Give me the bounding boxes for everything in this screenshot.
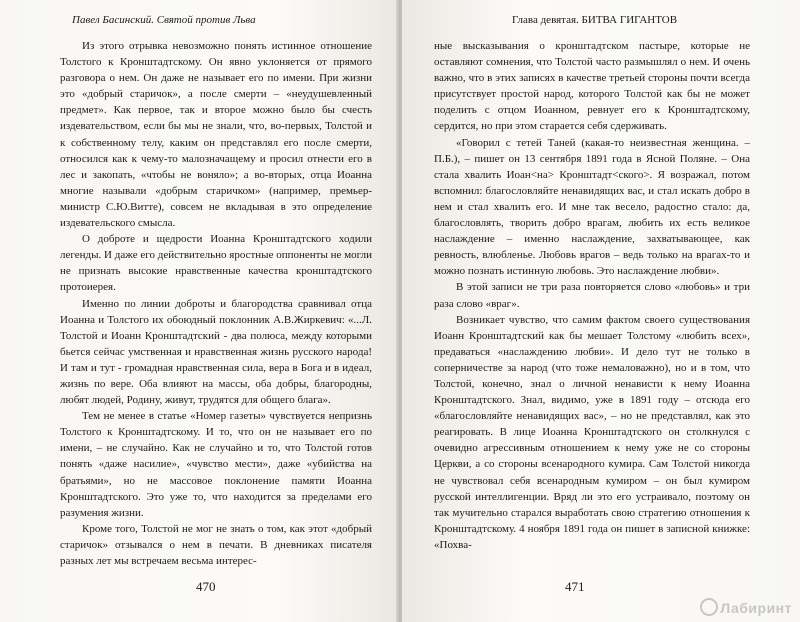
right-running-header: Глава девятая. БИТВА ГИГАНТОВ [512, 14, 678, 26]
left-running-header: Павел Басинский. Святой против Льва [72, 14, 256, 26]
left-page-number: 470 [196, 579, 216, 594]
labyrinth-logo-icon [700, 598, 718, 616]
watermark-logo [700, 598, 792, 616]
paragraph: Возникает чувство, что самим фактом своего существования Иоанн Кронштадтский как бы мешает Толстому «любить всех», предаваться «наслаждению любви». И дело тут не только в соперничестве за народ (что тоже немаловажно), но и в том, что Толстой, конечно, знал о личной ненависти к нему Иоанна Кронштадтского. Знал, видимо, уже в 1891 году – отсюда его «благословляйте ненавидящих вас», – но не представлял, как это реагировать. В лице Иоанна Кронштадтского он столкнулся с очевидно агрессивным отношением к нему уже не со стороны Церкви, а со стороны всенародного кумира. Сам Толстой никогда не чувствовал себя всенародным кумиром – он был кумиром русской интеллигенции. Вряд ли это его устраивало, поэтому он так мучительно старался выработать свою стратегию отношения к Кронштадтскому. 4 ноября 1891 года он пишет в записной книжке: «Похва- [434, 313, 750, 551]
right-page-number: 471 [565, 579, 585, 594]
paragraph: Именно по линии доброты и благородства сравнивал отца Иоанна и Толстого их обоюдный поклонник А.В.Жиркевич: «...Л. Толстой и Иоанн Кронштадтский - два полюса, между которыми бьется сейчас умственная и нравственная жизнь русского народа! И там и тут - громадная нравственная сила, вера в Бога и в идеал, жизнь по вере. Оба влияют на массы, оба добры, благородны, любят людей, Родину, живут, трудятся для общего блага». [60, 297, 372, 407]
paragraph: Кроме того, Толстой не мог не знать о том, как этот «добрый старичок» отзывался о нем в печати. В дневниках писателя разных лет мы встречаем весьма интерес- [60, 522, 372, 567]
left-page [0, 0, 398, 622]
right-page [402, 0, 800, 622]
paragraph: Тем не менее в статье «Номер газеты» чувствуется непризнь Толстого к Кронштадтскому. И то, что он не называет его по имени, – не случайно. Как не случайно и то, что Толстой готов понять «даже насилие», «чувство мести», даже «убийства на братьями», но не массовое поклонение памяти Иоанна Кронштадтского. Это уже то, что находится за пределами его разумения жизни. [60, 410, 372, 519]
right-body-text [434, 38, 750, 553]
paragraph: ные высказывания о кронштадтском пастыре, которые не оставляют сомнения, что Толстой часто размышлял о нем. И очень важно, что в этих записях в качестве третьей стороны почти всегда присутствует простой народ, которого Толстой как бы не может поделить с отцом Иоанном, ревнует его к Кронштадтскому, сердится, но при этом старается себя сдерживать. [434, 40, 750, 133]
paragraph: «Говорил с тетей Таней (какая-то неизвестная женщина. – П.Б.), – пишет он 13 сентября 1891 года в Ясной Поляне. – Она стала хвалить Иоан<на> Кронштадт<ского>. Я возражал, потом вспомнил: благословляйте ненавидящих вас, и стал искать добро в нем и стал хвалить его. И мне так весело, радостно стало: да, благословлять, творить добро врагам, любить их есть великое наслаждение – именно наслаждение, захватывающее, как ревность, влюбленье. Любовь врагов – ведь только на врагах-то и можно познать истинную любовь. Это наслаждение любви». [434, 136, 750, 278]
paragraph: О доброте и щедрости Иоанна Кронштадтского ходили легенды. И даже его действительно яростные оппоненты не могли не признать высокие нравственные качества кронштадтского протоиерея. [60, 233, 372, 294]
watermark-text: Лабиринт [720, 600, 792, 616]
paragraph: В этой записи не три раза повторяется слово «любовь» и три раза слово «враг». [434, 281, 750, 310]
left-body-text [60, 38, 372, 569]
paragraph: Из этого отрывка невозможно понять истинное отношение Толстого к Кронштадтскому. Он явно уклоняется от прямого разговора о нем. Он даже не называет его по имени. При жизни это «добрый старичок», а после смерти – «неудушевленный предмет». Как первое, так и второе можно было бы счесть издевательством, если бы мы не знали, что, во-первых, Толстой и к собственному телу, каким он представлял его после смерти, относился как к чему-то малозначащему и просил отнести его в лес и закопать, «чтобы не воняло»; а во-вторых, отца Иоанна многие называли «добрым старичком» (например, премьер-министр С.Ю.Витте), совсем не вкладывая в это определение издевательского смысла. [60, 40, 372, 230]
